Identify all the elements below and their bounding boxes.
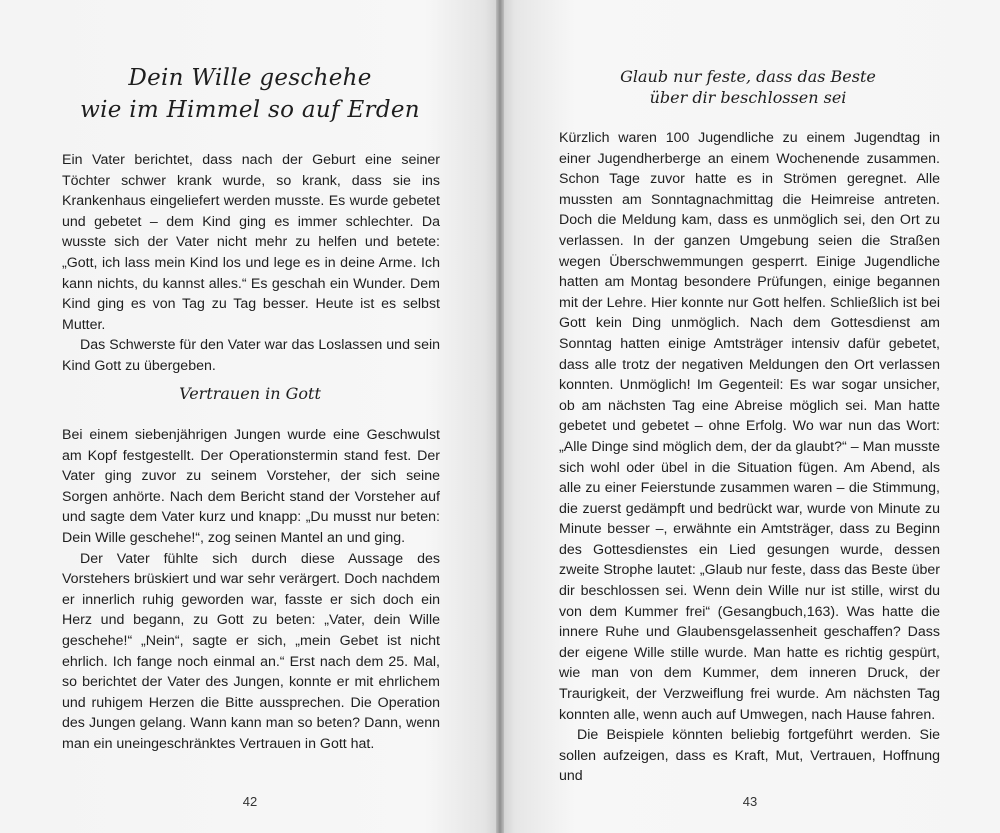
paragraph: Bei einem siebenjährigen Jungen wurde eine Geschwulst am Kopf festgestellt. Der Operationstermin stand fest. Der Vater ging zuvor zu seinem Vorsteher, der sich seine Sorgen anhörte. Nach dem Bericht stand der Vorsteher auf und sagte dem Vater kurz und knapp: „Du musst nur beten: Dein Wille geschehe!“, zog seinen Mantel an und ging. — [62, 427, 440, 546]
left-section-2 — [62, 425, 440, 755]
left-section-1 — [62, 150, 440, 377]
paragraph: Kürzlich waren 100 Jugendliche zu einem Jugendtag in einer Jugendherberge an einem Wochenende zusammen. Schon Tage zuvor hatte es in Strömen geregnet. Alle mussten am Sonntagnachmittag die Heimreise antreten. Doch die Meldung kam, dass es unmöglich sei, den Ort zu verlassen. In der ganzen Umgebung seien die Straßen wegen Überschwemmungen gesperrt. Einige Jugendliche hatten am Montag besondere Prüfungen, einige begannen mit der Lehre. Hier konnte nur Gott helfen. Schließlich ist bei Gott kein Ding unmöglich. Nach dem Gottesdienst am Sonntag hatten einige Amtsträger intensiv dafür gebetet, dass alle trotz der negativen Meldungen den Ort verlassen konnten. Unmöglich! Im Gegenteil: Es war sogar unsicher, ob am nächsten Tag eine Abreise möglich sei. Man hatte gebetet und gebetet – ohne Erfolg. Wo war nun das Wort: „Alle Dinge sind möglich dem, der da glaubt?“ – Man musste sich wohl oder übel in die Situation fügen. Am Abend, als alle zu einer Feierstunde zusammen waren – die Stimmung, die zuerst gedämpft und bedrückt war, wurde von Minute zu Minute besser –, erwähnte ein Amtsträger, dass zu Beginn des Gottesdienstes ein Lied gesungen wurde, dessen zweite Strophe lautet: „Glaub nur feste, dass das Beste über dir beschlossen sei. Wenn dein Wille nur ist stille, wirst du von dem Kummer frei“ (Gesangbuch,163). Was hatte die innere Ruhe und Glaubensgelassenheit geschaffen? Dass der eigene Wille stille wurde. Man hatte es richtig gespürt, wie man von dem Kummer, dem inneren Druck, der Traurigkeit, der Verzweiflung frei wurde. Am nächsten Tag konnten alle, wenn auch auf Umwegen, nach Hause fahren. — [559, 130, 940, 723]
right-page — [500, 0, 1000, 833]
left-title-line-1: Dein Wille geschehe — [128, 65, 372, 91]
book-gutter — [496, 0, 504, 833]
right-title-line-1: Glaub nur feste, dass das Beste — [620, 67, 876, 86]
page-number-right: 43 — [742, 794, 758, 809]
paragraph: Die Beispiele könnten beliebig fortgeführt werden. Sie sollen aufzeigen, dass es Kraft, Mut, Vertrauen, Hoffnung und — [559, 727, 940, 785]
left-title-line-2: wie im Himmel so auf Erden — [80, 97, 420, 123]
right-section — [559, 128, 940, 787]
paragraph: Ein Vater berichtet, dass nach der Geburt eine seiner Töchter schwer krank wurde, so krank, dass sie ins Krankenhaus eingeliefert werden musste. Es wurde gebetet und gebetet – dem Kind ging es immer schlechter. Da wusste sich der Vater nicht mehr zu helfen und betete: „Gott, ich lass mein Kind los und lege es in deine Arme. Ich kann nichts, du kannst alles.“ Es geschah ein Wunder. Dem Kind ging es von Tag zu Tag besser. Heute ist es selbst Mutter. — [62, 152, 440, 333]
page-number-left: 42 — [242, 794, 258, 809]
paragraph: Der Vater fühlte sich durch diese Aussage des Vorstehers brüskiert und war sehr verärgert. Doch nachdem er innerlich ruhig geworden war, fasste er sich doch ein Herz und begann, zu Gott zu beten: „Vater, dein Wille geschehe!“ „Nein“, sagte er sich, „mein Gebet ist nicht ehrlich. Ich fange noch einmal an.“ Erst nach dem 25. Mal, so berichtet der Vater des Jungen, konnte er mit ehrlichem und ruhigem Herzen die Bitte aussprechen. Die Operation des Jungen gelang. Wann kann man so beten? Dann, wenn man ein uneingeschränktes Vertrauen in Gott hat. — [62, 550, 440, 752]
right-title-line-2: über dir beschlossen sei — [649, 88, 847, 107]
left-page-title — [60, 62, 440, 126]
paragraph: Das Schwerste für den Vater war das Loslassen und sein Kind Gott zu übergeben. — [62, 337, 440, 374]
left-subtitle: Vertrauen in Gott — [179, 384, 321, 403]
right-page-title — [558, 66, 938, 108]
